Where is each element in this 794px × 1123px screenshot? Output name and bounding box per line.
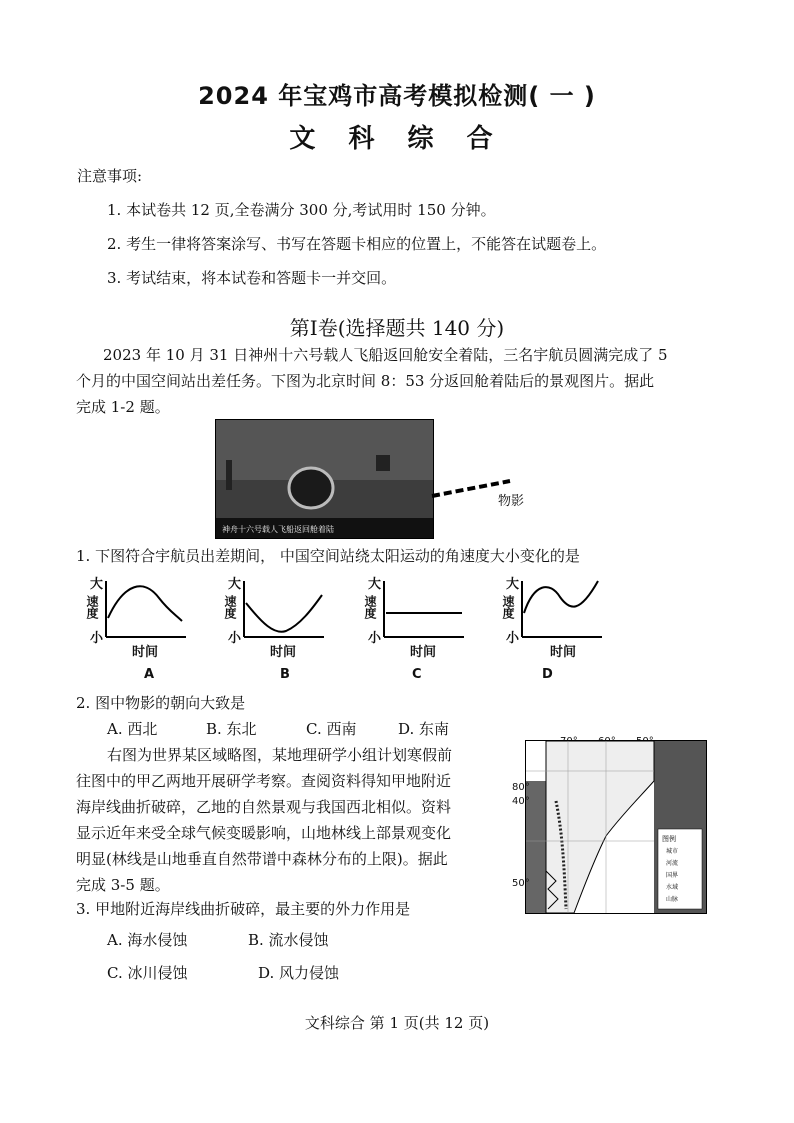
intro-line: 个月的中国空间站出差任务。下图为北京时间 8：53 分返回舱着陆后的景观图片。据此	[76, 372, 655, 390]
intro-line: 2023 年 10 月 31 日神州十六号载人飞船返回舱安全着陆，三名宇航员圆满完成了 5	[103, 346, 668, 364]
chart-d-curve	[524, 581, 598, 613]
q3-option-c[interactable]: C. 冰川侵蚀	[107, 964, 188, 982]
legend-title: 图例	[662, 835, 676, 843]
option-letter: D	[542, 667, 553, 682]
y-axis-label: 速度	[363, 595, 377, 619]
legend-item: 国界	[666, 872, 679, 879]
notice-item: 2. 考生一律将答案涂写、书写在答题卡相应的位置上，不能答在试题卷上。	[107, 235, 607, 253]
q3-option-d[interactable]: D. 风力侵蚀	[258, 964, 340, 982]
photo-caption: 神舟十六号载人飞船返回舱着陆	[222, 525, 334, 534]
y-max-label: 大	[368, 577, 382, 592]
q3-option-a[interactable]: A. 海水侵蚀	[107, 931, 188, 949]
y-max-label: 大	[228, 577, 242, 592]
y-min-label: 小	[506, 631, 520, 646]
map-lat-label: 50°	[512, 878, 530, 889]
legend-item: 城市	[666, 848, 679, 855]
subject-title: 文 科 综 合	[289, 124, 505, 154]
q2-option-a[interactable]: A. 西北	[107, 720, 158, 738]
y-axis-label: 速度	[501, 595, 515, 619]
passage-line: 海岸线曲折破碎，乙地的自然景观与我国西北相似。资料	[76, 798, 452, 816]
option-letter: C	[412, 667, 422, 682]
chart-b-curve	[246, 595, 322, 632]
q2-option-d[interactable]: D. 东南	[398, 720, 450, 738]
chart-b	[222, 573, 332, 683]
south-america-map	[526, 741, 706, 913]
section-title: 第Ⅰ卷(选择题共 140 分)	[289, 316, 505, 340]
legend-item: 水域	[666, 884, 679, 891]
legend-item: 河流	[666, 860, 679, 867]
chart-d	[500, 573, 610, 683]
x-axis-label: 时间	[410, 645, 437, 660]
map-lat-label: 40°	[512, 796, 530, 807]
y-min-label: 小	[90, 631, 104, 646]
chart-c	[362, 573, 472, 683]
y-axis-label: 速度	[85, 595, 99, 619]
x-axis-label: 时间	[132, 645, 159, 660]
q2-option-c[interactable]: C. 西南	[306, 720, 357, 738]
question-2: 2. 图中物影的朝向大致是	[76, 694, 246, 712]
passage-line: 右图为世界某区域略图，某地理研学小组计划寒假前	[107, 746, 453, 764]
y-max-label: 大	[506, 577, 520, 592]
q3-option-b[interactable]: B. 流水侵蚀	[248, 931, 329, 949]
passage-line: 往图中的甲乙两地开展研学考察。查阅资料得知甲地附近	[76, 772, 452, 790]
region-map	[525, 740, 707, 914]
y-max-label: 大	[90, 577, 104, 592]
x-axis-label: 时间	[550, 645, 577, 660]
question-3: 3. 甲地附近海岸线曲折破碎，最主要的外力作用是	[76, 900, 411, 918]
q2-option-b[interactable]: B. 东北	[206, 720, 257, 738]
landing-scene	[216, 420, 433, 538]
exam-title: 2024 年宝鸡市高考模拟检测( 一 )	[198, 82, 596, 110]
option-letter: B	[280, 667, 290, 682]
chart-a	[84, 573, 194, 683]
intro-line: 完成 1-2 题。	[76, 398, 170, 416]
notice-item: 3. 考试结束，将本试卷和答题卡一并交回。	[107, 269, 397, 287]
chart-a-curve	[108, 586, 182, 621]
question-1: 1. 下图符合宇航员出差期间， 中国空间站绕太阳运动的角速度大小变化的是	[76, 547, 580, 565]
passage-line: 明显(林线是山地垂直自然带谱中森林分布的上限)。据此	[76, 850, 448, 868]
notice-item: 1. 本试卷共 12 页,全卷满分 300 分,考试用时 150 分钟。	[107, 201, 496, 219]
capsule	[289, 468, 333, 508]
x-axis-label: 时间	[270, 645, 297, 660]
shadow-label: 物影	[498, 494, 525, 509]
y-min-label: 小	[228, 631, 242, 646]
map-lat-label: 80°	[512, 782, 530, 793]
notice-heading: 注意事项:	[77, 167, 143, 185]
y-min-label: 小	[368, 631, 382, 646]
passage-line: 显示近年来受全球气候变暖影响，山地林线上部景观变化	[76, 824, 452, 842]
passage-line: 完成 3-5 题。	[76, 876, 170, 894]
legend-item: 山脉	[666, 896, 679, 903]
landing-photo	[215, 419, 434, 539]
option-letter: A	[144, 667, 155, 682]
y-axis-label: 速度	[223, 595, 237, 619]
page-footer: 文科综合 第 1 页(共 12 页)	[304, 1014, 490, 1032]
